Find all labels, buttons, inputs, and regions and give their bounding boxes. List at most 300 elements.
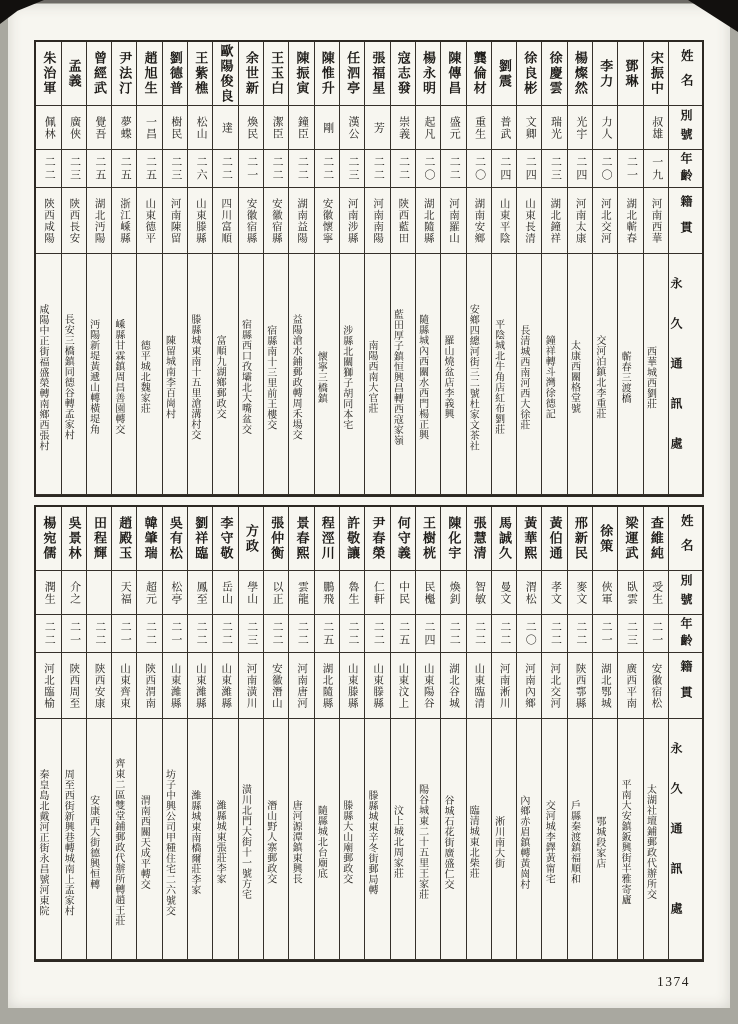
- person-age: 二二: [549, 620, 562, 647]
- person-address-cell: [289, 719, 313, 960]
- person-age-cell: [137, 150, 161, 188]
- person-name: 李力: [598, 58, 614, 89]
- person-name-cell: [365, 507, 389, 571]
- person-name: 劉震: [496, 58, 512, 89]
- person-address-cell: [87, 719, 111, 960]
- person-native-place-cell: [441, 188, 465, 254]
- person-age: 二五: [119, 155, 132, 182]
- person-address: 羅山燒盆店李義興: [441, 335, 453, 419]
- person-address: 蘄春三渡橋: [619, 350, 631, 404]
- person-address-cell: [593, 719, 617, 960]
- person-address-cell: [644, 254, 668, 495]
- person-age-cell: [593, 150, 617, 188]
- person-age: 二一: [245, 155, 258, 182]
- person-name: 陳振寅: [294, 51, 310, 96]
- person-native-place-cell: [492, 653, 516, 719]
- person-alias: 樹民: [169, 115, 182, 140]
- person-alias: 崇義: [397, 115, 410, 140]
- person-name-cell: [213, 507, 237, 571]
- person-address-cell: [416, 254, 440, 495]
- person-age-cell: [137, 615, 161, 653]
- person-native-place-cell: [213, 188, 237, 254]
- person-age: 二二: [296, 620, 309, 647]
- person-alias-cell: [365, 571, 389, 615]
- person-name: 王玉白: [269, 51, 285, 96]
- person-alias: 松亭: [169, 580, 182, 605]
- person-alias: 芳: [372, 121, 385, 134]
- person-alias-cell: [62, 106, 86, 150]
- person-column: [541, 42, 566, 495]
- person-address-cell: [315, 719, 339, 960]
- person-name: 陳化宇: [446, 516, 462, 561]
- person-age: 二二: [220, 155, 233, 182]
- person-alias-cell: [618, 106, 642, 150]
- person-column: [390, 507, 415, 960]
- person-name-cell: [568, 507, 592, 571]
- person-alias-cell: [467, 106, 491, 150]
- person-name: 尹法汀: [117, 51, 133, 96]
- person-alias-cell: [87, 571, 111, 615]
- person-name-cell: [213, 42, 237, 106]
- person-alias: 仁軒: [372, 580, 385, 605]
- person-native-place: 四川富順: [220, 197, 232, 244]
- table-header-column: [668, 42, 702, 495]
- person-alias: 魯生: [347, 580, 360, 605]
- person-address-cell: [87, 254, 111, 495]
- header-alias-label: 別號: [678, 108, 693, 147]
- person-age-cell: [213, 615, 237, 653]
- person-alias: 受生: [650, 580, 663, 605]
- person-address: 鄂城段家店: [593, 815, 605, 869]
- person-alias-cell: [239, 571, 263, 615]
- person-native-place: 山東滕縣: [194, 197, 206, 244]
- person-name-cell: [87, 507, 111, 571]
- person-name-cell: [112, 42, 136, 106]
- person-native-place-cell: [644, 653, 668, 719]
- person-age: 二二: [448, 155, 461, 182]
- person-native-place-cell: [289, 188, 313, 254]
- person-alias-cell: [441, 106, 465, 150]
- person-column: [36, 42, 60, 495]
- person-name: 余世新: [243, 51, 259, 96]
- person-address: 陽谷城東二十五里王家莊: [416, 784, 428, 900]
- person-native-place-cell: [416, 188, 440, 254]
- person-column: [440, 507, 465, 960]
- person-name: 張慧清: [471, 516, 487, 561]
- person-address: 宿縣西口孜壩北大嘴盆交: [239, 319, 251, 435]
- person-name-cell: [163, 507, 187, 571]
- person-native-place-cell: [188, 188, 212, 254]
- person-age: 二二: [347, 620, 360, 647]
- person-alias-cell: [315, 106, 339, 150]
- person-name: 歐陽俊良: [218, 43, 234, 104]
- person-age: 二四: [574, 155, 587, 182]
- person-address-cell: [137, 254, 161, 495]
- person-column: [516, 42, 541, 495]
- person-alias-cell: [137, 571, 161, 615]
- person-address: 益陽滄水鋪郵政轉周禾場交: [290, 314, 302, 440]
- person-alias-cell: [264, 106, 288, 150]
- person-name-cell: [289, 42, 313, 106]
- person-age: 二二: [321, 155, 334, 182]
- person-age-cell: [441, 150, 465, 188]
- person-address-cell: [542, 254, 566, 495]
- person-address: 太湖社壇鋪郵政代辦所交: [644, 784, 656, 900]
- person-alias-cell: [36, 571, 60, 615]
- person-alias: 潔臣: [271, 115, 284, 140]
- person-age: 二〇: [600, 155, 613, 182]
- person-column: [617, 42, 642, 495]
- person-address: 潛山野人寨郵政交: [264, 800, 276, 884]
- person-name: 方政: [243, 523, 259, 554]
- person-age: 二二: [144, 620, 157, 647]
- header-native-place-cell: [669, 653, 702, 719]
- person-age-cell: [391, 150, 415, 188]
- person-age: 二五: [93, 155, 106, 182]
- person-native-place-cell: [239, 188, 263, 254]
- person-alias-cell: [492, 106, 516, 150]
- person-address: 宿縣南十三里前王樓交: [264, 324, 276, 430]
- person-alias-cell: [416, 106, 440, 150]
- person-age: 二四: [422, 620, 435, 647]
- person-address-cell: [492, 254, 516, 495]
- person-alias-cell: [593, 571, 617, 615]
- person-column: [111, 507, 136, 960]
- header-age-label: 年齡: [678, 151, 693, 186]
- person-age-cell: [289, 150, 313, 188]
- person-age-cell: [365, 615, 389, 653]
- person-address-cell: [391, 719, 415, 960]
- person-alias-cell: [517, 571, 541, 615]
- person-name-cell: [163, 42, 187, 106]
- person-native-place-cell: [163, 188, 187, 254]
- person-native-place: 陝西咸陽: [43, 197, 54, 244]
- person-name: 景春熙: [294, 516, 310, 561]
- person-alias: 鐘臣: [296, 115, 309, 140]
- person-column: [415, 507, 440, 960]
- person-column: [61, 507, 86, 960]
- person-alias: 潤生: [43, 580, 56, 605]
- person-native-place: 河北臨榆: [43, 662, 54, 709]
- person-age-cell: [618, 150, 642, 188]
- person-native-place-cell: [593, 653, 617, 719]
- person-address: 涉縣北關獅子胡同本宅: [340, 324, 352, 430]
- person-age: 二三: [245, 620, 258, 647]
- person-name-cell: [62, 507, 86, 571]
- person-alias: 松山: [195, 115, 208, 140]
- person-address-cell: [618, 254, 642, 495]
- person-alias: 雲龍: [296, 580, 309, 605]
- person-age: 二二: [296, 155, 309, 182]
- person-name-cell: [618, 507, 642, 571]
- person-age-cell: [213, 150, 237, 188]
- person-native-place-cell: [618, 188, 642, 254]
- person-alias: 智敏: [473, 580, 486, 605]
- person-native-place: 河北交河: [549, 662, 561, 709]
- person-address-cell: [239, 719, 263, 960]
- person-name-cell: [542, 507, 566, 571]
- person-name-cell: [593, 42, 617, 106]
- person-age: 二五: [144, 155, 157, 182]
- person-native-place: 山東德平: [144, 197, 156, 244]
- person-address: 內鄉赤眉鎮轉黃崗村: [517, 794, 529, 890]
- person-address-cell: [264, 719, 288, 960]
- person-address-cell: [441, 254, 465, 495]
- person-name-cell: [36, 507, 60, 571]
- person-address-cell: [188, 254, 212, 495]
- person-alias: 夢蝶: [119, 115, 132, 140]
- person-name-cell: [188, 42, 212, 106]
- person-native-place-cell: [340, 188, 364, 254]
- person-column: [36, 507, 60, 960]
- person-age-cell: [239, 615, 263, 653]
- person-address: 谷城石花街廣盛仁交: [441, 794, 453, 890]
- person-native-place-cell: [239, 653, 263, 719]
- person-age-cell: [568, 615, 592, 653]
- person-age-cell: [87, 615, 111, 653]
- person-age-cell: [264, 615, 288, 653]
- header-address-cell: [669, 254, 702, 495]
- person-age: 二二: [271, 155, 284, 182]
- person-age-cell: [188, 615, 212, 653]
- person-name-cell: [467, 42, 491, 106]
- person-address: 齊東二區雙堂鋪郵政代辦所轉趙王莊: [112, 758, 124, 926]
- person-address-cell: [618, 719, 642, 960]
- person-alias: 漢公: [347, 115, 360, 140]
- person-alias: 中民: [397, 580, 410, 605]
- person-alias: 力人: [600, 115, 613, 140]
- person-age-cell: [36, 150, 60, 188]
- person-name-cell: [315, 42, 339, 106]
- person-age: 二二: [43, 620, 56, 647]
- person-age-cell: [644, 150, 668, 188]
- person-native-place: 山東滕縣: [346, 662, 358, 709]
- person-native-place-cell: [213, 653, 237, 719]
- person-address: 交河泊鎮北李重莊: [593, 335, 605, 419]
- person-native-place: 山東滕縣: [372, 662, 384, 709]
- person-name-cell: [416, 42, 440, 106]
- person-native-place-cell: [264, 653, 288, 719]
- person-address: 交河城李鐸黃甯宅: [543, 800, 555, 884]
- person-alias: 超元: [144, 580, 157, 605]
- person-native-place: 河南淅川: [498, 662, 510, 709]
- person-age-cell: [467, 150, 491, 188]
- person-address: 淅川南大街: [492, 815, 504, 869]
- person-name: 王紫樵: [193, 51, 209, 96]
- person-alias: 渭松: [524, 580, 537, 605]
- person-name: 曾經武: [91, 51, 107, 96]
- person-address: 安康西大街德興恒轉: [87, 794, 99, 890]
- person-name-cell: [593, 507, 617, 571]
- person-alias: 煥釗: [448, 580, 461, 605]
- person-age-cell: [441, 615, 465, 653]
- person-address-cell: [340, 254, 364, 495]
- person-name: 張福星: [370, 51, 386, 96]
- person-age: 二三: [169, 155, 182, 182]
- person-age: 二二: [498, 620, 511, 647]
- header-age-cell: [669, 615, 702, 653]
- person-age-cell: [391, 615, 415, 653]
- person-native-place: 安徽潛山: [270, 662, 282, 709]
- person-age: 二〇: [422, 155, 435, 182]
- person-alias: 麥文: [574, 580, 587, 605]
- person-column: [466, 507, 491, 960]
- person-native-place: 安徽宿縣: [270, 197, 282, 244]
- person-alias-cell: [644, 571, 668, 615]
- person-alias-cell: [87, 106, 111, 150]
- person-native-place-cell: [517, 188, 541, 254]
- person-native-place-cell: [467, 188, 491, 254]
- person-address: 滕縣城東南十五里滄溝村交: [188, 314, 200, 440]
- person-age: 二四: [498, 155, 511, 182]
- person-alias: 鳳至: [195, 580, 208, 605]
- person-age-cell: [315, 615, 339, 653]
- person-name-cell: [239, 507, 263, 571]
- person-name: 宋振中: [648, 51, 664, 96]
- person-address: 嵊縣甘霖鎮周昌善園轉交: [112, 319, 124, 435]
- person-alias-cell: [315, 571, 339, 615]
- person-age: 二二: [220, 620, 233, 647]
- person-name: 黃華熙: [522, 516, 538, 561]
- person-alias-cell: [213, 571, 237, 615]
- person-address-cell: [365, 719, 389, 960]
- person-address: 南陽西南大官莊: [366, 340, 378, 414]
- person-name-cell: [112, 507, 136, 571]
- person-address: 陳留城南李百崗村: [163, 335, 175, 419]
- person-name-cell: [137, 507, 161, 571]
- person-native-place: 湖北隨縣: [422, 197, 434, 244]
- person-alias-cell: [163, 571, 187, 615]
- person-native-place: 安徽宿縣: [245, 197, 257, 244]
- person-alias: 鵬飛: [321, 580, 334, 605]
- person-column: [136, 42, 161, 495]
- person-address: 沔陽新堤黃遞山轉橫堤角: [87, 319, 99, 435]
- person-column: [111, 42, 136, 495]
- person-alias-cell: [441, 571, 465, 615]
- person-native-place-cell: [62, 653, 86, 719]
- person-name: 趙殿玉: [117, 516, 133, 561]
- person-alias-cell: [517, 106, 541, 150]
- person-address-cell: [163, 719, 187, 960]
- person-native-place: 山東長清: [523, 197, 535, 244]
- person-alias: 臥雲: [625, 580, 638, 605]
- page-number: 1374: [657, 974, 690, 989]
- person-age-cell: [416, 615, 440, 653]
- person-column: [162, 42, 187, 495]
- person-alias: 孝文: [549, 580, 562, 605]
- person-age-cell: [239, 150, 263, 188]
- person-alias: 重生: [473, 115, 486, 140]
- person-native-place-cell: [365, 653, 389, 719]
- person-column: [314, 42, 339, 495]
- directory-table-lower: [34, 505, 704, 962]
- person-age-cell: [618, 615, 642, 653]
- person-age: 二一: [169, 620, 182, 647]
- person-address: 懷寧三橋鎮: [315, 350, 327, 404]
- person-native-place: 浙江嵊縣: [118, 197, 130, 244]
- person-name: 王樹桄: [421, 516, 437, 561]
- header-native-place-cell: [669, 188, 702, 254]
- person-alias-cell: [391, 571, 415, 615]
- person-native-place: 河南潢川: [245, 662, 257, 709]
- person-age-cell: [112, 150, 136, 188]
- person-address-cell: [213, 254, 237, 495]
- person-native-place-cell: [441, 653, 465, 719]
- person-address-cell: [213, 719, 237, 960]
- person-native-place: 陝西渭南: [144, 662, 156, 709]
- person-address: 平陰城北牛角店紅布劉莊: [492, 319, 504, 435]
- person-alias-cell: [289, 106, 313, 150]
- person-address-cell: [467, 254, 491, 495]
- person-address: 濰縣城東張莊李家: [214, 800, 226, 884]
- person-alias-cell: [340, 106, 364, 150]
- person-native-place: 湖北鄂城: [599, 662, 611, 709]
- person-alias: 曼文: [498, 580, 511, 605]
- person-address: 滕縣大山廟郵政交: [340, 800, 352, 884]
- person-age-cell: [416, 150, 440, 188]
- person-native-place-cell: [112, 653, 136, 719]
- person-native-place: 河南內鄉: [523, 662, 535, 709]
- person-alias-cell: [340, 571, 364, 615]
- person-address-cell: [264, 254, 288, 495]
- person-name: 田程輝: [91, 516, 107, 561]
- person-address-cell: [441, 719, 465, 960]
- person-name-cell: [239, 42, 263, 106]
- person-native-place-cell: [391, 188, 415, 254]
- person-name-cell: [137, 42, 161, 106]
- person-name-cell: [441, 42, 465, 106]
- person-alias-cell: [593, 106, 617, 150]
- person-age: 二一: [600, 620, 613, 647]
- person-alias: 剛: [321, 121, 334, 134]
- person-address: 秦皇島北戴河正街永昌號河東院: [36, 768, 48, 916]
- person-column: [516, 507, 541, 960]
- person-alias-cell: [36, 106, 60, 150]
- person-native-place: 山東濰縣: [194, 662, 206, 709]
- person-native-place: 陝西安康: [93, 662, 105, 709]
- person-address: 藍田厚子鎮恒興昌轉西寇家嶺: [391, 308, 403, 446]
- person-native-place: 山東濰縣: [169, 662, 181, 709]
- header-alias-cell: [669, 571, 702, 615]
- person-alias-cell: [239, 106, 263, 150]
- person-address: 平南大安鎮鈑興街半雅寄廬: [619, 779, 631, 905]
- person-name: 何守義: [395, 516, 411, 561]
- person-column: [567, 42, 592, 495]
- person-address: 潢川北門大街十一號方宅: [239, 784, 251, 900]
- person-column: [390, 42, 415, 495]
- person-age-cell: [542, 615, 566, 653]
- person-name-cell: [289, 507, 313, 571]
- person-age: 二三: [68, 155, 81, 182]
- person-name-cell: [517, 507, 541, 571]
- person-native-place-cell: [163, 653, 187, 719]
- person-name: 朱治軍: [41, 51, 57, 96]
- person-native-place: 河南太康: [574, 197, 586, 244]
- person-alias-cell: [112, 106, 136, 150]
- person-column: [491, 42, 516, 495]
- person-address: 富順九湖鄉郵政交: [214, 335, 226, 419]
- person-alias: 達: [220, 121, 233, 134]
- person-native-place: 湖北沔陽: [93, 197, 105, 244]
- header-alias-cell: [669, 106, 702, 150]
- person-native-place: 廣西平南: [625, 662, 637, 709]
- person-age: 二一: [119, 620, 132, 647]
- person-address-cell: [188, 719, 212, 960]
- person-address: 長清城西南河西大徐莊: [517, 324, 529, 430]
- person-name-cell: [340, 42, 364, 106]
- person-name-cell: [391, 507, 415, 571]
- person-native-place: 湖南安鄉: [473, 197, 485, 244]
